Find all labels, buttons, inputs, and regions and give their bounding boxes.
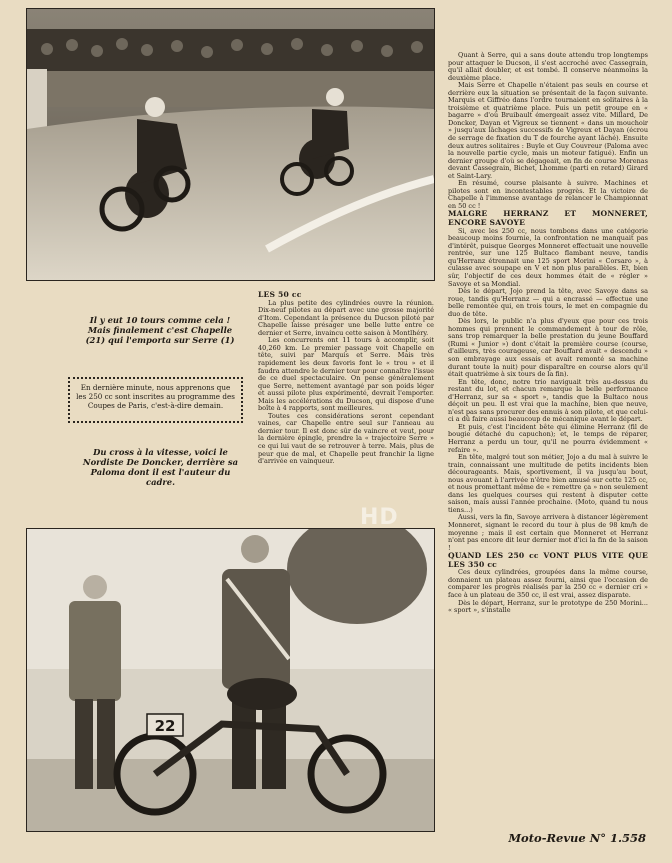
paragraph: Aussi, vers la fin, Savoye arrivera à distancer légèrement Monneret, signant le record du tour à plus de 98 km/h de moyenne ; mais il est certain que Monneret et Herranz n'ont pas encore dit leur dernier mot d'ici la fin de la saison ! [448,513,648,552]
section-heading-250cc: MALGRE HERRANZ ET MONNERET, ENCORE SAVOYE [448,209,648,228]
watermark: HD [360,505,399,530]
right-column [448,52,648,615]
bottom-photo-caption: Du cross à la vitesse, voici le Nordiste De Doncker, derrière sa Paloma dont il est l'auteur du cadre. [82,447,239,487]
paragraph: Dès le départ, Herranz, sur le prototype de 250 Morini... « sport », s'installe [448,598,648,615]
paragraph: En résumé, course plaisante à suivre. Machines et pilotes sont en incontestables progrès. Et la victoire de Chapelle à l'immense avantage de relancer le Championnat en 50 cc ! [448,179,648,210]
paragraph: Quant à Serre, qui a sans doute attendu trop longtemps pour attaquer le Ducson, il s'est accroché avec Cassegrain, qu'il allait doubler, et est tombé. Il conserve néanmoins la deuxième place. [448,51,648,82]
paragraph: Si, avec les 250 cc, nous tombons dans une catégorie beaucoup moins fournie, la confrontation ne manquait pas d'intérêt, puisque Georges Monneret effectuait une nouvelle rentrée, sur une 125 Bultaco flambant neuve, tandis qu'Herranz étrennait une 125 sport Morini « Corsaro », à culasse avec soupape en V et non plus parallèles. Et, bien sûr, l'objectif de ces deux hommes était de « régler » Savoye et sa Mondial. [448,226,648,288]
paragraph: Dès le départ, Jojo prend la tête, avec Savoye dans sa roue, tandis qu'Herranz — qui a encrassé — effectue une belle remontée qui, en trois tours, le met en compagnie du duo de tête. [448,287,648,318]
paragraph: Ces deux cylindrées, groupées dans la même course, donnaient un plateau assez fourni, ainsi que l'occasion de comparer les progrès réalisés par la 250 cc « dernier cri » face à un plateau de 350 cc, il est vrai, assez disparate. [448,568,648,600]
paragraph: Et puis, c'est l'incident bête qui élimine Herranz (fil de bougie détaché du capuchon); et, le temps de réparer, Herranz a perdu un tour, qu'il ne pourra évidemment « refaire ». [448,422,648,454]
issue-footer: Moto-Revue N° 1.558 [508,831,646,845]
paragraph: Les concurrents ont 11 tours à accomplir, soit 40,260 km. Le premier passage voit Chapelle en tête, suivi par Marquis et Serre. Mais très rapidement les deux favoris font le « trou » et il faudra attendre le dernier tour pour connaître l'issue de ce duel spectaculaire. On pense généralement que Serre, nettement avantagé par son poids léger et aussi pilote plus expérimenté, devrait l'emporter. Mais les accélérations du Ducson, qui dispose d'une boîte à 4 rapports, sont meilleures. [258,336,434,413]
rider-photo [26,528,435,832]
race-photo-illustration [27,9,434,280]
paragraph: En tête, donc, notre trio naviguait très au-dessus du restant du lot, et chacun remarque la belle performance d'Herranz, sur sa « sport », tandis que la Bultaco nous déçoit un peu. Il est vrai que la machine, bien que neuve, n'est pas sans procurer des ennuis à son pilote, et que celui-ci a dû faire aussi beaucoup de mécanique avant le départ. [448,377,648,424]
paragraph: En tête, malgré tout son métier, Jojo a du mal à suivre le train, connaissant une multitude de petits incidents bien décourageants. Mais, sportivement, il va jusqu'au bout, nous avouant à l'arrivée n'être bien amusé sur cette 125 cc, et nous promettant même de « remettre ça » non seulement dans les quelques courses qui restent à disputer cette saison, mais aussi l'année prochaine. (Moto, quand tu nous tiens...) [448,453,648,514]
middle-column [258,291,434,466]
rider-photo-illustration [27,529,434,831]
top-photo-caption: Il y eut 10 tours comme cela ! Mais finalement c'est Chapelle (21) qui l'emporta sur Serre (1) [85,315,235,345]
paragraph: La plus petite des cylindrées ouvre la réunion. Dix-neuf pilotes au départ avec une grosse majorité d'Itom. Cependant la présence du Ducson piloté par Chapelle laisse présager une belle lutte entre ce dernier et Serre, invaincu cette saison à Montlhéry. [258,298,434,337]
race-photo [26,8,435,281]
late-news-box: En dernière minute, nous apprenons que les 250 cc sont inscrites au programme des Coupes de Paris, c'est-à-dire demain. [68,377,243,423]
paragraph: Dès lors, le public n'a plus d'yeux que pour ces trois hommes qui prennent le commandement à tour de rôle, sans trop remarquer la belle prestation du jeune Bouffard (Rumi « Junior ») dont c'était la première course (course, d'ailleurs, très courageuse, car Bouffard avait « descendu » son embrayage aux essais et avait remonté sa machine durant toute la nuit) pour disparaître en course alors qu'il était quatrième à six tours de la fin). [448,317,648,379]
paragraph: Mais Serre et Chapelle n'étaient pas seuls en course et derrière eux la situation se présentait de la façon suivante. Marquis et Giffréo dans l'ordre tournaient en solitaires à la troisième et quatrième place. Puis un petit groupe en « bagarre » d'où Bruibault émergeait assez vite. Millard, De Doncker, Dayan et Vigreux se tiennent « dans un mouchoir » jusqu'aux lâchages successifs de Vigreux et Dayan (écrou de serrage de fixation du T de fourche ayant lâché). Ensuite deux autres solitaires : Buyle et Guy Couvreur (Paloma avec la nouvelle partie cycle, mais un moteur fatigué). Enfin un dernier groupe d'où se dégageait, en fin de course Morenas devant Cassegrain, Bichet, Lhomme (parti en retard) Girard et Saint-Lary. [448,81,648,180]
section-heading-350cc: QUAND LES 250 cc VONT PLUS VITE QUE LES 350 cc [448,551,648,569]
paragraph: Toutes ces considérations seront cependant vaines, car Chapelle entre seul sur l'anneau au dernier tour. Il est donc sûr de vaincre et veut, pour la dernière épingle, prendre la « trajectoire Serre » ce qui lui vaut de se retrouver à terre. Mais, plus de peur que de mal, et Chapelle peut franchir la ligne d'arrivée en vainqueur. [258,411,434,466]
race-number-plate: 22 [154,717,176,735]
section-heading-50cc: LES 50 cc [258,290,302,299]
